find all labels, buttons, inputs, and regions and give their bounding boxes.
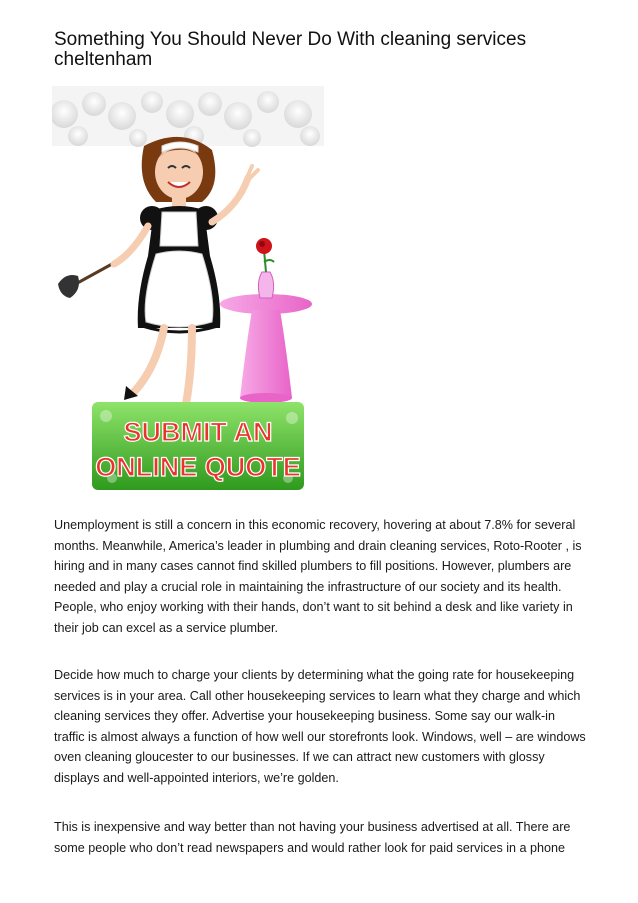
maid-illustration [58, 137, 258, 414]
paragraph-2: Decide how much to charge your clients by determining what the going rate for housekeeping services is in your area. Call other housekeeping services to learn what they charge and which cleaning services they offer. Advertise your housekeeping business. Some say our walk-in traffic is almost always a function of how well our storefronts look. Windows, well – are windows oven cleaning gloucester to our businesses. If we can attract new customers with glossy displays and well-appointed interiors, we’re golden. [54, 668, 586, 785]
submit-quote-banner [92, 402, 304, 490]
hero-image [52, 86, 324, 492]
paragraph-3: This is inexpensive and way better than not having your business advertised at all. There are some people who don’t read newspapers and would rather look for paid services in a phone [54, 820, 571, 855]
page-title: Something You Should Never Do With cleaning services cheltenham [54, 29, 527, 70]
banner-line-1: SUBMIT AN [123, 417, 273, 447]
table-with-rose [220, 238, 312, 403]
bubbles-decoration [52, 86, 324, 147]
banner-line-2: ONLINE QUOTE [95, 452, 301, 482]
paragraph-1: Unemployment is still a concern in this economic recovery, hovering at about 7.8% for several months. Meanwhile, America’s leader in plumbing and drain cleaning services, Roto-Rooter , is hiring and in many cases cannot find skilled plumbers to fill positions. However, plumbers are needed and play a crucial role in maintaining the infrastructure of our society and its health. People, who enjoy working with their hands, don’t want to sit behind a desk and like variety in their job can excel as a service plumber. [54, 518, 582, 635]
